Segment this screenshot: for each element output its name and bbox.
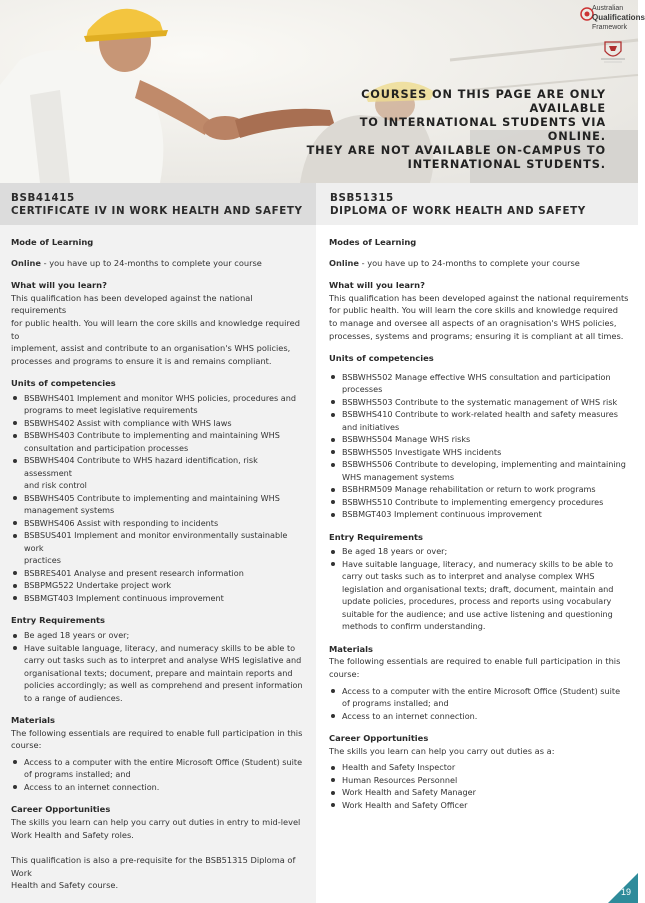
list-item: BSBWHS504 Manage WHS risks bbox=[329, 433, 630, 446]
list-item: Health and Safety Inspector bbox=[329, 761, 630, 774]
learn-line: implement, assist and contribute to an organisation's WHS policies, bbox=[11, 343, 291, 354]
notice-line: INTERNATIONAL STUDENTS. bbox=[407, 158, 606, 171]
list-item: Be aged 18 years or over; bbox=[11, 629, 308, 642]
learn-line: to manage and oversee all aspects of an oragnisation's WHS policies, bbox=[329, 317, 617, 328]
units-heading: Units of competencies bbox=[329, 353, 434, 364]
materials-intro: course: bbox=[11, 740, 42, 751]
career-heading: Career Opportunities bbox=[11, 804, 111, 815]
list-item: BSBWHS510 Contribute to implementing emergency procedures bbox=[329, 496, 630, 509]
course-code: BSB41415 bbox=[11, 192, 75, 204]
course-code: BSB51315 bbox=[330, 192, 394, 204]
learn-line: This qualification has been developed against the national requirements bbox=[329, 292, 629, 303]
prereq-line: Health and Safety course. bbox=[11, 880, 119, 891]
course-title: DIPLOMA OF WORK HEALTH AND SAFETY bbox=[330, 205, 586, 217]
list-item: Have suitable language, literacy, and numeracy skills to be able to carry out tasks such as to interpret and analyse complex WHS legislation and organisational texts; draft, document, maintain and update policies, procedures, process and reports using vocabulary suitable for the audience; and use active listening and questioning methods to confirm understanding. bbox=[329, 558, 630, 633]
units-list bbox=[11, 392, 308, 605]
list-item: BSBWHS410 Contribute to work-related health and safety measures and initiatives bbox=[329, 408, 630, 433]
list-item: Access to a computer with the entire Microsoft Office (Student) suite of programs installed; and bbox=[11, 756, 308, 781]
entry-heading: Entry Requirements bbox=[11, 615, 105, 626]
aqf-logo-line: Australian bbox=[592, 5, 624, 12]
career-heading: Career Opportunities bbox=[329, 733, 429, 744]
materials-heading: Materials bbox=[329, 643, 374, 654]
list-item: BSBWHS502 Manage effective WHS consultation and participation processes bbox=[329, 371, 630, 396]
learn-line: This qualification has been developed against the national requirements bbox=[11, 292, 253, 316]
list-item: BSBWHS405 Contribute to implementing and maintaining WHS management systems bbox=[11, 492, 308, 517]
entry-heading: Entry Requirements bbox=[329, 531, 423, 542]
course-body bbox=[316, 225, 638, 811]
hero-banner bbox=[0, 0, 645, 183]
list-item: BSBPMG522 Undertake project work bbox=[11, 579, 308, 592]
mode-label: Online bbox=[11, 257, 42, 268]
learn-line: processes, systems and programs; ensuring it is compliant at all times. bbox=[329, 330, 624, 341]
list-item: BSBWHS406 Assist with responding to incidents bbox=[11, 517, 308, 530]
course-header bbox=[0, 183, 316, 225]
learn-heading: What will you learn? bbox=[11, 280, 107, 291]
list-item: BSBWHS404 Contribute to WHS hazard identification, risk assessment and risk control bbox=[11, 454, 308, 492]
materials-list bbox=[329, 685, 630, 723]
list-item: Human Resources Personnel bbox=[329, 774, 630, 787]
materials-intro: The following essentials are required to enable full participation in this bbox=[11, 727, 303, 738]
entry-list bbox=[329, 545, 630, 633]
course-column-diploma bbox=[316, 183, 638, 903]
career-line: The skills you learn can help you carry out duties as a: bbox=[329, 745, 555, 756]
prereq-line: This qualification is also a pre-requisite for the BSB51315 Diploma of Work bbox=[11, 855, 296, 878]
page-number-corner bbox=[608, 873, 638, 903]
units-heading: Units of competencies bbox=[11, 378, 116, 389]
list-item: BSBHRM509 Manage rehabilitation or return to work programs bbox=[329, 483, 630, 496]
list-item: BSBWHS402 Assist with compliance with WHS laws bbox=[11, 417, 308, 430]
mode-heading: Modes of Learning bbox=[329, 237, 417, 247]
list-item: Work Health and Safety Officer bbox=[329, 799, 630, 812]
course-column-certificate-iv bbox=[0, 183, 316, 903]
course-title: CERTIFICATE IV IN WORK HEALTH AND SAFETY bbox=[11, 205, 303, 217]
mode-text bbox=[329, 257, 630, 270]
list-item: BSBMGT403 Implement continuous improvement bbox=[329, 508, 630, 521]
aqf-logo-line: Framework bbox=[592, 24, 628, 31]
page-number: 19 bbox=[620, 887, 631, 897]
list-item: BSBWHS503 Contribute to the systematic management of WHS risk bbox=[329, 396, 630, 409]
list-item: BSBWHS505 Investigate WHS incidents bbox=[329, 446, 630, 459]
units-list bbox=[329, 371, 630, 521]
list-item: Work Health and Safety Manager bbox=[329, 786, 630, 799]
aqf-logo bbox=[578, 3, 645, 39]
materials-intro: The following essentials are required to enable full participation in this bbox=[329, 656, 621, 667]
mode-label: Online bbox=[329, 257, 360, 268]
mode-detail: - you have up to 24-months to complete your course bbox=[41, 257, 262, 268]
career-line: The skills you learn can help you carry out duties in entry to mid-level bbox=[11, 816, 301, 827]
list-item: BSBRES401 Analyse and present research information bbox=[11, 567, 308, 580]
list-item: Be aged 18 years or over; bbox=[329, 545, 630, 558]
list-item: Have suitable language, literacy, and numeracy skills to be able to carry out tasks such as to interpret and analyse WHS legislative and organisational texts; document, prepare and maintain reports and policies accordingly; as well as comprehend and present information to a range of audiences. bbox=[11, 642, 308, 705]
mode-text bbox=[11, 257, 308, 270]
list-item: BSBSUS401 Implement and monitor environmentally sustainable work practices bbox=[11, 529, 308, 567]
notice-line: TO INTERNATIONAL STUDENTS VIA ONLINE. bbox=[359, 116, 606, 143]
career-line: Work Health and Safety roles. bbox=[11, 829, 134, 840]
list-item: BSBMGT403 Implement continuous improvement bbox=[11, 592, 308, 605]
notice-line: COURSES ON THIS PAGE ARE ONLY AVAILABLE bbox=[361, 88, 606, 115]
list-item: BSBWHS506 Contribute to developing, implementing and maintaining WHS management systems bbox=[329, 458, 630, 483]
course-body bbox=[0, 225, 316, 892]
list-item: Access to an internet connection. bbox=[11, 781, 308, 794]
learn-heading: What will you learn? bbox=[329, 280, 425, 291]
learn-line: processes and programs to ensure it is and remains compliant. bbox=[11, 355, 272, 366]
list-item: Access to a computer with the entire Microsoft Office (Student) suite of programs installed; and bbox=[329, 685, 630, 710]
learn-line: for public health. You will learn the core skills and knowledge required bbox=[329, 305, 618, 316]
notice-line: THEY ARE NOT AVAILABLE ON-CAMPUS TO bbox=[306, 144, 606, 157]
entry-list bbox=[11, 629, 308, 704]
materials-list bbox=[11, 756, 308, 794]
mode-heading: Mode of Learning bbox=[11, 237, 94, 247]
list-item: BSBWHS403 Contribute to implementing and maintaining WHS consultation and participation processes bbox=[11, 429, 308, 454]
careers-list bbox=[329, 761, 630, 811]
government-crest-icon bbox=[599, 39, 627, 65]
learn-line: for public health. You will learn the core skills and knowledge required to bbox=[11, 317, 300, 341]
international-students-notice bbox=[306, 88, 606, 172]
list-item: Access to an internet connection. bbox=[329, 710, 630, 723]
mode-detail: - you have up to 24-months to complete your course bbox=[359, 257, 580, 268]
course-header bbox=[316, 183, 638, 225]
materials-heading: Materials bbox=[11, 715, 56, 726]
list-item: BSBWHS401 Implement and monitor WHS policies, procedures and programs to meet legislative requirements bbox=[11, 392, 308, 417]
aqf-logo-line: Qualifications bbox=[592, 13, 645, 22]
materials-intro: course: bbox=[329, 669, 360, 680]
